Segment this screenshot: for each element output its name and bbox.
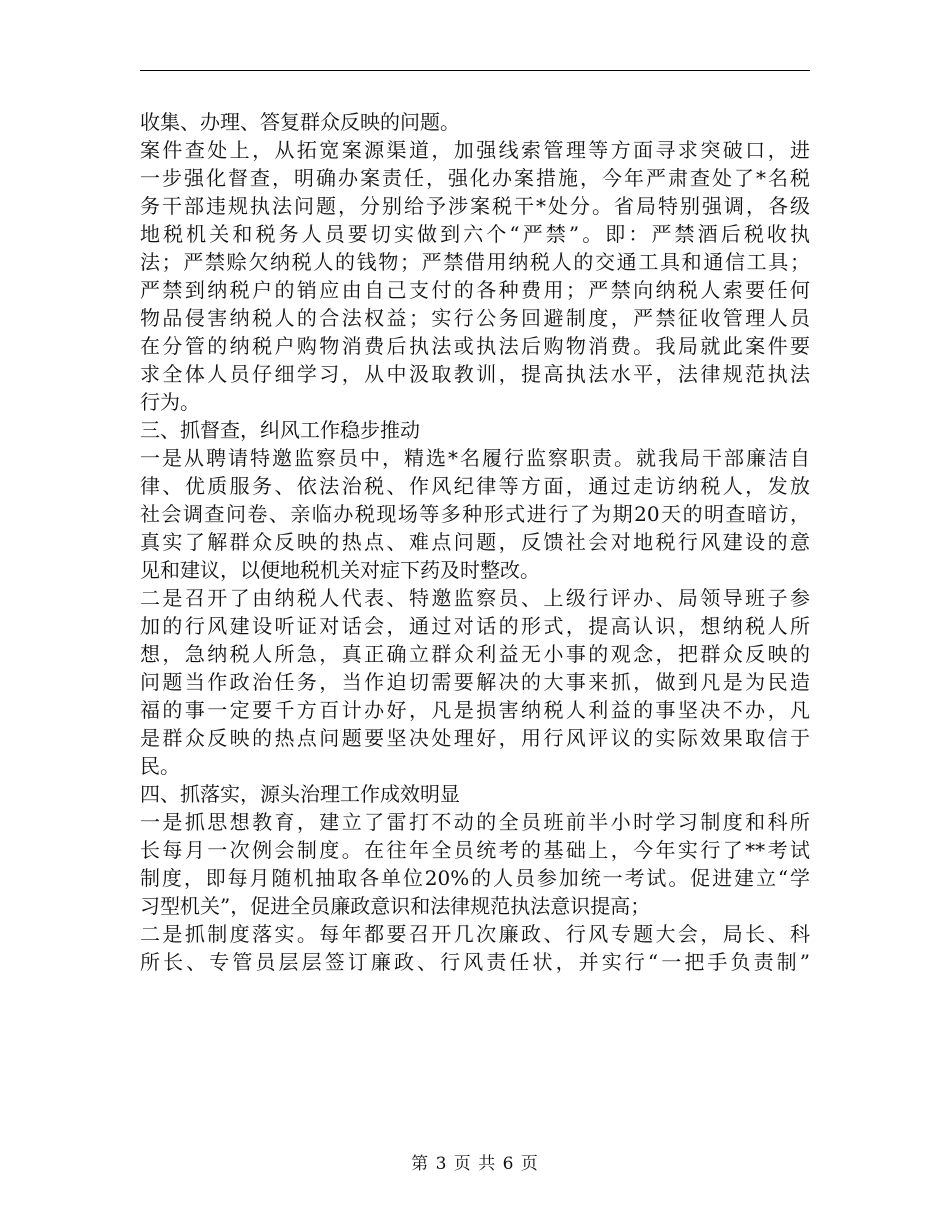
header-rule [140, 70, 810, 71]
text-line: 一是抓思想教育，建立了雷打不动的全员班前半小时学习制度和科所 [140, 810, 810, 834]
text-line: 民。 [140, 754, 180, 778]
text-line: 一是从聘请特邀监察员中，精选*名履行监察职责。就我局干部廉洁自 [140, 446, 810, 470]
text-line: 严禁到纳税户的销应由自己支付的各种费用；严禁向纳税人索要任何 [140, 278, 810, 302]
text-line: 见和建议，以便地税机关对症下药及时整改。 [140, 558, 540, 582]
text-line: 福的事一定要千方百计办好，凡是损害纳税人利益的事坚决不办，凡 [140, 698, 810, 722]
text-line: 三、抓督查，纠风工作稳步推动 [140, 418, 420, 442]
text-line: 在分管的纳税户购物消费后执法或执法后购物消费。我局就此案件要 [140, 334, 810, 358]
text-line: 想，急纳税人所急，真正确立群众利益无小事的观念，把群众反映的 [140, 642, 810, 666]
text-line: 社会调查问卷、亲临办税现场等多种形式进行了为期20天的明查暗访， [140, 502, 810, 526]
text-line: 求全体人员仔细学习，从中汲取教训，提高执法水平，法律规范执法 [140, 362, 810, 386]
text-line: 所长、专管员层层签订廉政、行风责任状，并实行“一把手负责制” [140, 950, 810, 974]
text-line: 四、抓落实，源头治理工作成效明显 [140, 782, 460, 806]
text-line: 案件查处上，从拓宽案源渠道，加强线索管理等方面寻求突破口，进 [140, 138, 810, 162]
text-line: 问题当作政治任务，当作迫切需要解决的大事来抓，做到凡是为民造 [140, 670, 810, 694]
page-number: 第 3 页 共 6 页 [411, 1154, 539, 1174]
text-line: 务干部违规执法问题，分别给予涉案税干*处分。省局特别强调，各级 [140, 194, 810, 218]
text-line: 物品侵害纳税人的合法权益；实行公务回避制度，严禁征收管理人员 [140, 306, 810, 330]
text-line: 收集、办理、答复群众反映的问题。 [140, 110, 460, 134]
text-line: 长每月一次例会制度。在往年全员统考的基础上，今年实行了**考试 [140, 838, 810, 862]
document-body [140, 108, 810, 976]
text-line: 地税机关和税务人员要切实做到六个“严禁”。即：严禁酒后税收执 [140, 222, 810, 246]
text-line: 律、优质服务、依法治税、作风纪律等方面，通过走访纳税人，发放 [140, 474, 810, 498]
text-line: 制度，即每月随机抽取各单位20%的人员参加统一考试。促进建立“学 [140, 866, 810, 890]
text-line: 加的行风建设听证对话会，通过对话的形式，提高认识，想纳税人所 [140, 614, 810, 638]
text-line: 习型机关”，促进全员廉政意识和法律规范执法意识提高； [140, 894, 651, 918]
text-line: 真实了解群众反映的热点、难点问题，反馈社会对地税行风建设的意 [140, 530, 810, 554]
text-line: 行为。 [140, 390, 200, 414]
text-line: 二是召开了由纳税人代表、特邀监察员、上级行评办、局领导班子参 [140, 586, 810, 610]
text-line: 是群众反映的热点问题要坚决处理好，用行风评议的实际效果取信于 [140, 726, 810, 750]
text-line: 二是抓制度落实。每年都要召开几次廉政、行风专题大会，局长、科 [140, 922, 810, 946]
text-line: 一步强化督查，明确办案责任，强化办案措施，今年严肃查处了*名税 [140, 166, 810, 190]
text-line: 法；严禁赊欠纳税人的钱物；严禁借用纳税人的交通工具和通信工具； [140, 250, 810, 274]
